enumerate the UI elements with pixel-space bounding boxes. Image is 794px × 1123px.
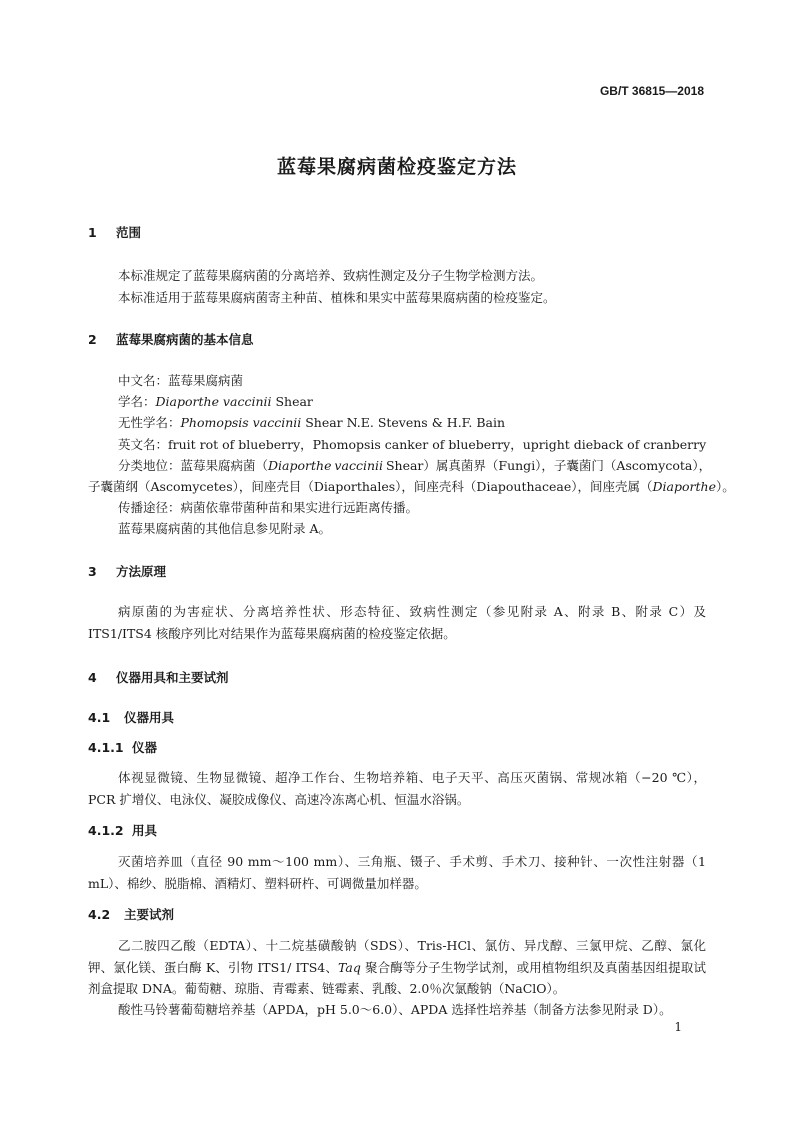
anamorph-name: Phomopsis vaccinii (180, 415, 302, 430)
scientific-name-line (118, 392, 313, 410)
section-heading-principle (88, 562, 166, 580)
text: Shear）属真菌界（Fungi），子囊菌门（Ascomycota）， (383, 458, 712, 473)
section-title: 仪器 (132, 740, 158, 755)
section-number: 4.1.1 (88, 740, 124, 755)
section-number: 4.1 (88, 710, 111, 725)
taq-term: Taq (338, 959, 361, 975)
section-number: 4.1.2 (88, 823, 124, 838)
other-info-line: 蓝莓果腐病菌的其他信息参见附录 A。 (118, 521, 332, 536)
section-title: 仪器用具 (124, 710, 175, 725)
scope-paragraph-2: 本标准适用于蓝莓果腐病菌寄主种苗、植株和果实中蓝莓果腐病菌的检疫鉴定。 (118, 290, 556, 305)
page-title: 蓝莓果腐病菌检疫鉴定方法 (276, 156, 517, 178)
text: ）。 (715, 479, 735, 494)
section-title: 蓝莓果腐病菌的基本信息 (116, 332, 254, 347)
section-number: 4 (88, 670, 97, 685)
section-heading-scope (88, 223, 141, 241)
instruments-paragraph: 体视显微镜、生物显微镜、超净工作台、生物培养箱、电子天平、高压灭菌锅、常规冰箱（−20 ℃），PCR 扩增仪、电泳仪、凝胶成像仪、高速冷冻离心机、恒温水浴锅。 (88, 770, 706, 807)
text: 乙二胺四乙酸（EDTA）、十二烷基磺酸钠（SDS）、Tris-HCl、氯仿、异戊醇、三氯甲烷、乙醇、氯化钾、氯化镁、蛋白酶 K、引物 ITS1/ ITS4、 (88, 938, 706, 975)
section-title: 方法原理 (116, 564, 167, 579)
english-name-line: 英文名：fruit rot of blueberry，Phomopsis canker of blueberry，upright dieback of cranberry (118, 437, 707, 452)
standard-code: GB/T 36815—2018 (599, 84, 704, 98)
genus-name: Diaporthe (652, 479, 716, 494)
section-number: 4.2 (88, 907, 111, 922)
section-heading-instruments (88, 668, 229, 686)
media-line: 酸性马铃薯葡萄糖培养基（APDA，pH 5.0～6.0）、APDA 选择性培养基（制备方法参见附录 D）。 (118, 1002, 672, 1017)
section-number: 3 (88, 564, 97, 579)
section-title: 仪器用具和主要试剂 (116, 670, 229, 685)
scientific-name: Diaporthe vaccinii (268, 458, 383, 473)
reagents-paragraph (88, 935, 706, 1000)
subsection-heading-instruments-tools (88, 708, 174, 726)
text: 子囊菌纲（Ascomycetes），间座壳目（Diaporthales），间座壳科（Diapouthaceae），间座壳属（ (88, 479, 653, 494)
subsection-heading-tools (88, 821, 157, 839)
anamorph-name-line (118, 413, 505, 431)
section-heading-basic-info (88, 330, 254, 348)
section-title: 用具 (132, 823, 158, 838)
taxonomy-line-1 (118, 456, 711, 474)
subsection-heading-instruments (88, 738, 157, 756)
chinese-name-line: 中文名：蓝莓果腐病菌 (118, 373, 244, 388)
author: Shear (271, 394, 313, 409)
transmission-line: 传播途径：病菌依靠带菌种苗和果实进行远距离传播。 (118, 500, 419, 515)
text: 分类地位：蓝莓果腐病菌（ (118, 458, 269, 473)
section-number: 1 (88, 225, 97, 240)
principle-paragraph: 病原菌的为害症状、分离培养性状、形态特征、致病性测定（参见附录 A、附录 B、附录 C）及 ITS1/ITS4 核酸序列比对结果作为蓝莓果腐病菌的检疫鉴定依据。 (88, 604, 706, 641)
section-number: 2 (88, 332, 97, 347)
section-title: 主要试剂 (124, 907, 175, 922)
scope-paragraph-1: 本标准规定了蓝莓果腐病菌的分离培养、致病性测定及分子生物学检测方法。 (118, 268, 544, 283)
author: Shear N.E. Stevens & H.F. Bain (301, 415, 506, 430)
tools-paragraph: 灭菌培养皿（直径 90 mm～100 mm）、三角瓶、镊子、手术剪、手术刀、接种针、一次性注射器（1 mL）、棉纱、脱脂棉、酒精灯、塑料研杵、可调微量加样器。 (88, 854, 706, 891)
scientific-name: Diaporthe vaccinii (155, 394, 272, 409)
taxonomy-line-2 (88, 477, 735, 495)
section-title: 范围 (116, 225, 142, 240)
label: 无性学名： (118, 415, 181, 430)
text: 聚合酶等分子生物学试剂，或用植物组织及真菌基因组提取试剂盒提取 DNA。葡萄糖、琼脂、青霉素、链霉素、乳酸、2.0％次氯酸钠（NaClO）。 (88, 959, 706, 997)
subsection-heading-reagents (88, 905, 174, 923)
label: 学名： (118, 394, 156, 409)
page-number: 1 (674, 1020, 682, 1034)
